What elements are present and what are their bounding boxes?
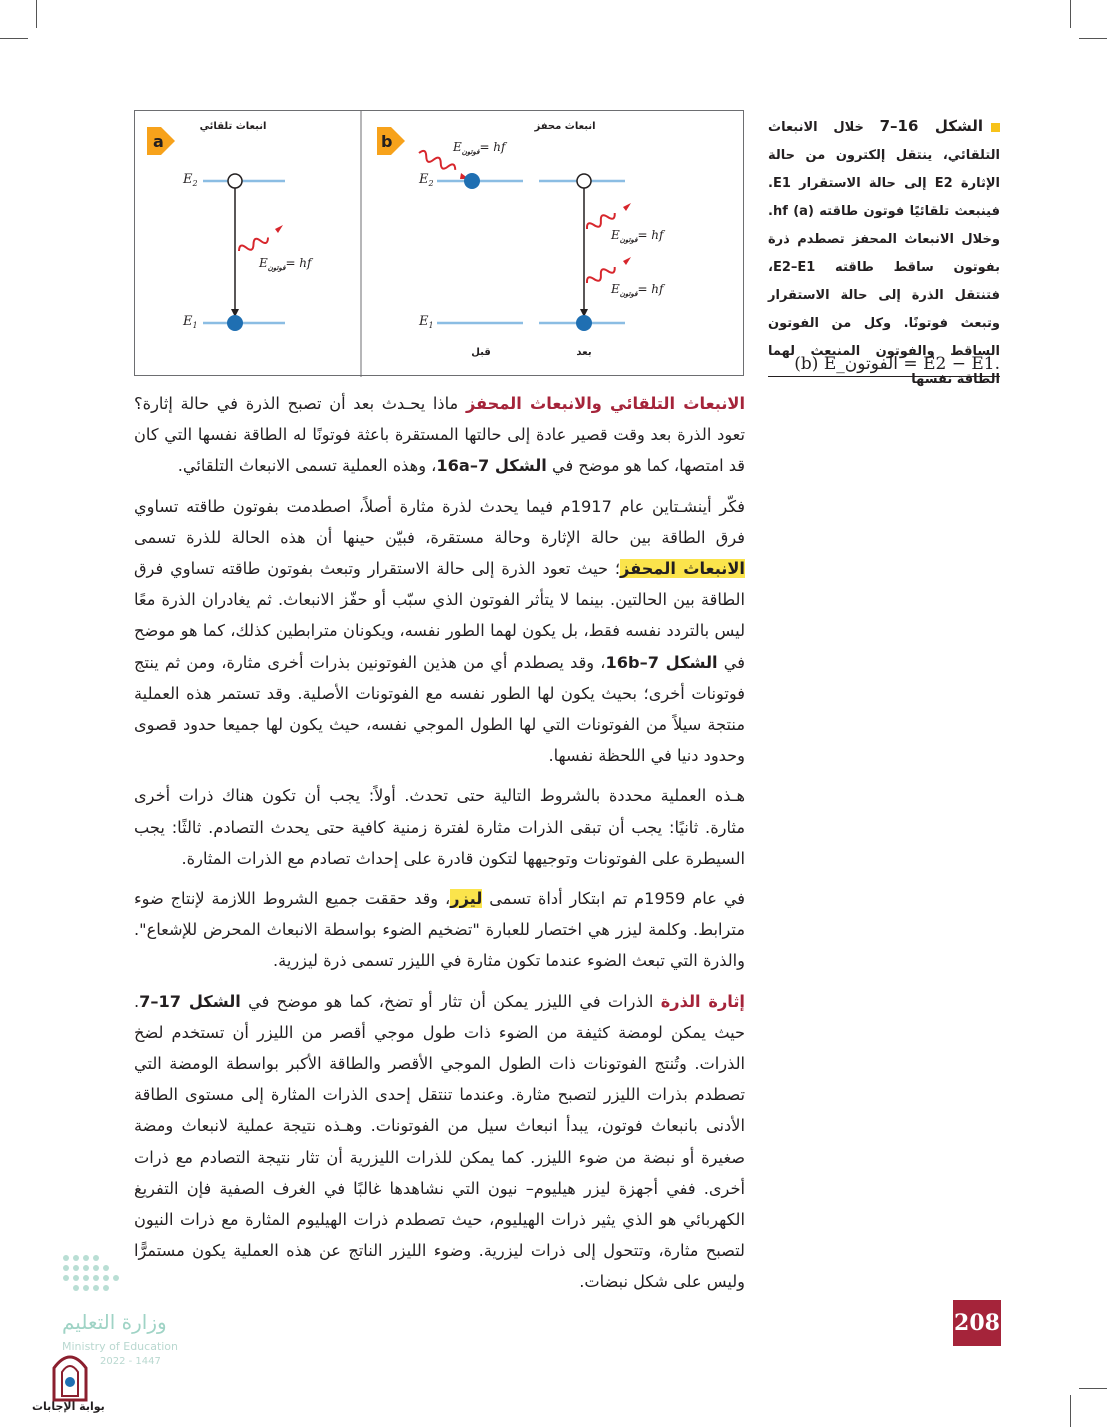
- incident-photon-energy: $E_{فوتون}=$ hf: [453, 140, 506, 156]
- electron-a: [227, 315, 243, 331]
- paragraph-text: ، وقد حققت جميع الشروط اللازمة لإنتاج ضوء مترابط. وكلمة ليزر هي اختصار للعبارة "تضخيم الضوء بواسطة الانبعاث المحرض للإشعاع". والذرة التي تبعث الضوء عندما تكون مثارة في الليزر تسمى ذرة ليزرية.: [134, 889, 745, 971]
- ministry-name-english: Ministry of Education: [62, 1340, 179, 1353]
- term-stimulated-emission: الانبعاث المحفز: [620, 559, 745, 579]
- photon-arrow-a: [275, 225, 283, 233]
- paragraph-text: ماذا يحـدث بعد أن تصبح الذرة في حالة إثارة؟ تعود الذرة بعد وقت قصير عادة إلى حالتها المستقرة باعثة فوتونًا له الطاقة نفسها التي كان قد امتصها، كما هو موضح في: [134, 394, 745, 476]
- main-text: [134, 388, 745, 1307]
- paragraph-excitation: [134, 986, 745, 1298]
- crop-mark: [1070, 1395, 1071, 1427]
- after-label: بعد: [576, 347, 592, 358]
- term-laser: ليزر: [450, 889, 483, 909]
- e2-label-a: $E_2$: [183, 172, 198, 188]
- paragraph-text: في عام 1959م تم ابتكار أداة تسمى: [482, 889, 745, 909]
- e1-label-a: $E_1$: [183, 314, 198, 330]
- page-number: 208: [953, 1300, 1001, 1346]
- emitted-photon-arrow-1: [623, 203, 631, 211]
- crop-mark: [1070, 0, 1071, 28]
- caption-equation: (b) E_الفوتون = E2 − E1.: [768, 354, 1000, 377]
- crop-mark: [1079, 38, 1107, 39]
- paragraph-text: ؛ حيث تعود الذرة إلى حالة الاستقرار وتبعث بفوتون طاقته تساوي فرق الطاقة بين الحالتين. بينما لا يتأثر الفوتون الذي سبّب أو حفّز الانبعاث. ثم يغادران الذرة معًا ليس بالتردد نفسه فقط، بل يكون لهما الطور نفسه، ويكونان مترابطين كذلك، كما هو موضح في: [134, 559, 745, 672]
- paragraph-text: الذرات في الليزر يمكن أن تثار أو تضخ، كما هو موضح في: [240, 991, 661, 1011]
- crop-mark: [1079, 1388, 1107, 1389]
- paragraph-text: ، وقد يصطدم أي من هذين الفوتونين بذرات أخرى مثارة، ومن ثم ينتج فوتونات أخرى؛ بحيث يكون لها الطور نفسه مع الفوتونات الأصلية. وقد تستمر هذه العملية منتجة سيلاً من الفوتونات التي لها الطول الموجي نفسه، حيث يكون لها جميعا حدود قصوى وحدود دنيا في اللحظة نفسها.: [134, 652, 745, 766]
- caption-figure-ref: الشكل 16–7: [879, 117, 984, 135]
- empty-state-b: [577, 174, 591, 188]
- caption-bullet: [991, 123, 1000, 132]
- figure-caption: [768, 112, 1000, 394]
- electron-b-after: [576, 315, 592, 331]
- photon-energy-b2: $E_{فوتون}=$ hf: [611, 282, 664, 298]
- ministry-name-arabic: وزارة التعليم: [62, 1310, 167, 1334]
- label-b: b: [381, 132, 393, 151]
- ministry-dots-icon: [63, 1255, 119, 1291]
- paragraph-einstein: [134, 491, 745, 772]
- caption-text: خلال الانبعاث التلقائي، ينتقل إلكترون من حالة الإثارة E2 إلى حالة الاستقرار E1. فينبعث تلقائيًا فوتون طاقته hf (a). وخلال الانبعاث المحفز تصطدم ذرة بفوتون ساقط طاقته E2–E1، فتنتقل الذرة إلى حالة الاستقرار وتبعث فوتونًا. وكل من الفوتون الساقط والفوتون المنبعث لهما الطاقة نفسها: [768, 120, 1001, 387]
- energy-level-diagram: [135, 111, 745, 377]
- electron-b-before: [464, 173, 480, 189]
- title-spontaneous: انبعاث تلقائي: [199, 121, 267, 132]
- before-label: قبل: [471, 347, 491, 358]
- label-a: a: [153, 132, 164, 151]
- paragraph-spontaneous: [134, 388, 745, 482]
- portal-label: بوابة الإجابات: [32, 1400, 105, 1413]
- emitted-photon-arrow-2: [623, 257, 631, 265]
- e2-label-b: $E_2$: [419, 172, 434, 188]
- empty-state-a: [228, 174, 242, 188]
- paragraph-text: فكّر أينشـتاين عام 1917م فيما يحدث لذرة مثارة أصلاً، اصطدمت بفوتون طاقته تساوي فرق الطاقة بين حالة الإثارة وحالة مستقرة، فبيّن حينها أن هذه الحالة للذرة تسمى: [134, 496, 746, 547]
- figure-16-7: [134, 110, 744, 376]
- paragraph-text: . حيث يمكن لومضة كثيفة من الضوء ذات طول موجي أقصر من الليزر أن تستخدم لضخ الذرات. وتُنتج الفوتونات ذات الطول الموجي الأقصر والطاقة الأكبر بواسطة الومضة التي تصطدم بذرات الليزر لتصبح مثارة. وعندما تنتقل إحدى الذرات المثارة إلى مستوى الطاقة الأدنى بانبعاث فوتون، يبدأ انبعاث سيل من الفوتونات. وهـذه نتيجة عملية لانبعاث ومضة صغيرة أو نبضة من ضوء الليزر. كما يمكن للذرات الليزرية أن تثار نتيجة التصادم مع ذرات أخرى. ففي أجهزة ليزر هيليوم– نيون التي نشاهدها غالبًا في الغرف الصفية فإن التفريغ الكهربائي هو الذي يثير ذرات الهيليوم، حيث تصطدم ذرات الهيليوم المثارة مع ذرات النيون لتصبح مثارة، وتتحول إلى ذرات ليزرية. وضوء الليزر الناتج عن هذه العملية يكون مستمرًّا وليس على شكل نبضات.: [134, 991, 745, 1292]
- crop-mark: [36, 0, 37, 28]
- portal-logo-icon: [54, 1357, 86, 1400]
- paragraph-conditions: هـذه العملية محددة بالشروط التالية حتى تحدث. أولاً: يجب أن تكون هناك ذرات أخرى مثارة. ثانيًا: يجب أن تبقى الذرات مثارة لفترة زمنية كافية حتى يحدث التصادم. ثالثًا: يجب السيطرة على الفوتونات وتوجيهها لتكون قادرة على إحداث تصادم مع الذرات المثارة.: [134, 786, 745, 868]
- figure-ref-17: الشكل 17–7: [139, 991, 241, 1011]
- photon-wave-a: [237, 234, 269, 255]
- crop-mark: [0, 38, 28, 39]
- e1-label-b: $E_1$: [419, 314, 434, 330]
- incident-photon-wave: [417, 149, 457, 173]
- ministry-year: 2022 - 1447: [100, 1356, 161, 1367]
- paragraph-laser: [134, 883, 745, 977]
- figure-ref-16b: الشكل 16b–7: [605, 652, 718, 672]
- heading-atom-excitation: إثارة الذرة: [660, 991, 745, 1011]
- figure-ref-16a: الشكل 16a–7: [436, 456, 547, 476]
- photon-energy-a: $E_{فوتون}=$ hf: [259, 256, 312, 272]
- photon-energy-b1: $E_{فوتون}=$ hf: [611, 228, 664, 244]
- paragraph-text: ، وهذه العملية تسمى الانبعاث التلقائي.: [177, 456, 437, 476]
- heading-spontaneous-stimulated: الانبعاث التلقائي والانبعاث المحفز: [465, 394, 745, 413]
- title-stimulated: انبعاث محفز: [534, 121, 596, 132]
